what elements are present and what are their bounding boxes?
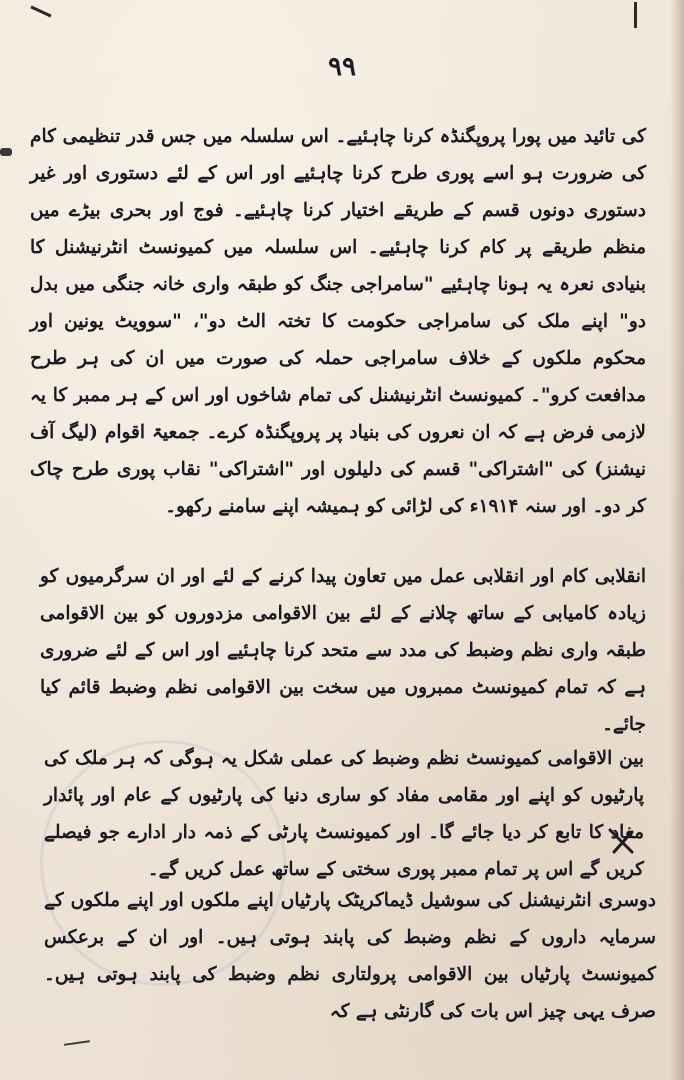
ink-mark-left-margin — [0, 148, 12, 156]
ink-mark-bottom — [64, 1040, 90, 1046]
paragraph-4: دوسری انٹرنیشنل کی سوشیل ڈیماکریٹک پارٹیاں اپنے ملکوں اور اپنے ملکوں کے سرمایہ داروں کے نظم وضبط کی پابند ہوتی ہیں۔ اور ان کے برعکس کمیونسٹ پارٹیاں بین الاقوامی پرولتاری نظم وضبط کی پابند ہوتی ہیں۔ صرف یہی چیز اس بات کی گارنٹی ہے کہ — [44, 890, 656, 1022]
ink-mark-top-right — [634, 2, 637, 28]
paragraph-2: انقلابی کام اور انقلابی عمل میں تعاون پیدا کرنے کے لئے اور ان سرگرمیوں کو زیادہ کامیابی کے ساتھ چلانے کے لئے بین الاقوامی مزدوروں کو بین الاقوامی طبقہ واری نظم وضبط کی مدد سے متحد کرنا چاہئیے اور اس کے لئے ضروری ہے کہ تمام کمیونسٹ ممبروں میں سخت بین الاقوامی نظم وضبط قائم کیا جائے۔ — [40, 566, 646, 735]
paragraph-3: بین الاقوامی کمیونسٹ نظم وضبط کی عملی شکل یہ ہوگی کہ ہر ملک کی پارٹیوں کو اپنے اور مقامی مفاد کو ساری دنیا کی پارٹیوں کے عام اور پائدار مفاد کا تابع کر دیا جائے گا۔ اور کمیونسٹ پارٹی کے ذمہ دار ادارے جو فیصلے کریں گے اس پر تمام ممبر پوری سختی کے ساتھ عمل کریں گے۔ — [44, 748, 644, 880]
paragraph-1: کی تائید میں پورا پروپگنڈہ کرنا چاہئیے۔ اس سلسلہ میں جس قدر تنظیمی کام کی ضرورت ہو اسے پوری طرح کرنا چاہئیے اور اس کے لئے دستوری اور غیر دستوری دونوں قسم کے طریقے اختیار کرنا چاہئیے۔ فوج اور بحری بیڑے میں منظم طریقے پر کام کرنا چاہئیے۔ اس سلسلہ میں کمیونسٹ انٹرنیشنل کا بنیادی نعرہ یہ ہونا چاہئیے "سامراجی جنگ کو طبقہ واری خانہ جنگی میں بدل دو" اپنے ملک کی سامراجی حکومت کا تختہ الٹ دو"، "سوویٹ یونین اور محکوم ملکوں کے خلاف سامراجی حملہ کی صورت میں ان کی ہر طرح مدافعت کرو"۔ کمیونسٹ انٹرنیشنل کی تمام شاخوں اور اس کے ہر ممبر کا یہ لازمی فرض ہے کہ ان نعروں کی بنیاد پر پروپگنڈہ کرے۔ جمعیۃ اقوام (لیگ آف نیشنز) کی "اشتراکی" قسم کی دلیلوں اور "اشتراکی" نقاب پوری طرح چاک کر دو۔ اور سنہ ۱۹۱۴ء کی لڑائی کو ہمیشہ اپنے سامنے رکھو۔ — [30, 126, 646, 517]
page-number: ۹۹ — [328, 52, 356, 82]
page-edge-shadow — [670, 0, 684, 1080]
ink-mark-top-left — [30, 5, 51, 17]
